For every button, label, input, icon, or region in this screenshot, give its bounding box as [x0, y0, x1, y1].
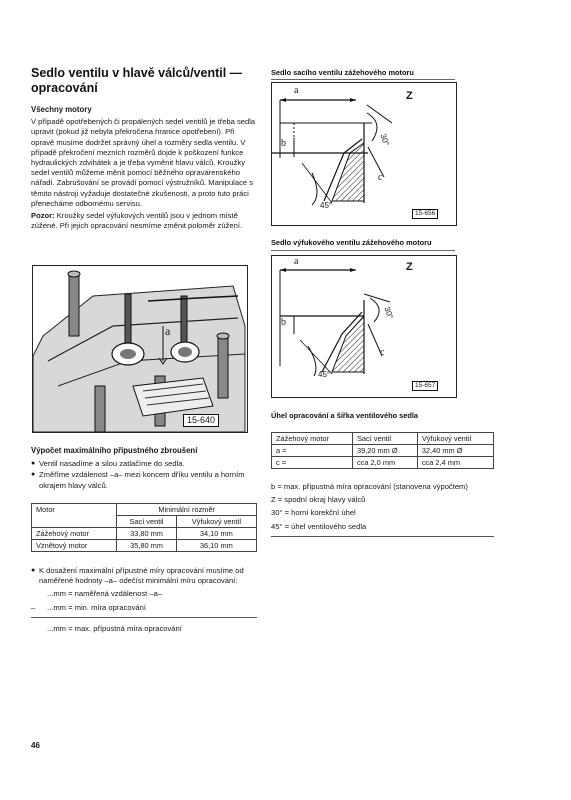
- calc-result: ...mm = max. přípustná míra opracování: [47, 623, 182, 633]
- all-engines-heading: Všechny motory: [31, 105, 92, 114]
- label-30deg: 30°: [378, 132, 391, 148]
- table-header: Motor: [32, 504, 117, 528]
- table-cell: 34,10 mm: [176, 528, 256, 540]
- calc-heading: Výpočet maximálního přípustného zbroušení: [31, 446, 198, 455]
- page-title: Sedlo ventilu v hlavě válců/ventil — opracování: [31, 66, 243, 95]
- table-cell: 33,80 mm: [117, 528, 176, 540]
- legend-item-z: Z = spodní okraj hlavy válců: [271, 495, 366, 505]
- table-header: Zážehový motor: [272, 433, 353, 445]
- table-cell: cca 2,0 mm: [352, 457, 417, 469]
- table-cell: cca 2,4 mm: [417, 457, 493, 469]
- label-b: b: [281, 317, 286, 328]
- bullet-text: Ventil nasadíme a silou zatlačíme do sedla.: [39, 459, 185, 469]
- table-header: Sací ventil: [117, 516, 176, 528]
- bullet-icon: ●: [31, 567, 36, 574]
- fig2-ref: 15-657: [412, 381, 438, 391]
- label-45deg: 45°: [318, 370, 331, 379]
- table-header: Výfukový ventil: [176, 516, 256, 528]
- note-paragraph: [31, 211, 257, 231]
- label-a: a: [294, 85, 299, 96]
- table-header: Minimální rozměr: [117, 504, 257, 516]
- table-cell: 32,40 mm Ø: [417, 445, 493, 457]
- intake-seat-drawing: [272, 83, 456, 225]
- calc-line-2-row: [31, 603, 257, 613]
- page-number: 46: [31, 741, 40, 750]
- legend-divider: [271, 536, 494, 537]
- label-30deg: 30°: [382, 305, 395, 321]
- fig1-title: Sedlo sacího ventilu zážehového motoru: [271, 68, 414, 77]
- table-cell: 39,20 mm Ø: [352, 445, 417, 457]
- legend-item-30: 30° = horní korekční úhel: [271, 508, 356, 518]
- cylinder-head-illustration: [33, 266, 247, 432]
- calc-bullet-item: [31, 566, 257, 586]
- cylinder-head-photo: [32, 265, 248, 433]
- intake-seat-diagram: [271, 82, 457, 226]
- bullet-icon: ●: [31, 460, 36, 468]
- label-z: Z: [406, 90, 413, 102]
- table-cell: 35,80 mm: [117, 540, 176, 552]
- bullet-text: Změříme vzdálenost –a– mezi koncem dříku ventilu a horním okrajem hlavy válců.: [39, 470, 245, 490]
- fig2-rule: [271, 250, 455, 251]
- label-c: c: [380, 347, 385, 358]
- calc-section: [31, 446, 257, 491]
- table-header: Sací ventil: [352, 433, 417, 445]
- fig2-title: Sedlo výfukového ventilu zážehového motoru: [271, 238, 432, 247]
- note-text: Kroužky sedel výfukových ventilů jsou v jednom místě zúžené. Při jejich opracování nesmíme změnit poloměr zúžení.: [31, 211, 243, 231]
- table-row: [32, 528, 257, 540]
- min-dimension-table: [31, 503, 257, 552]
- table-cell: 36,10 mm: [176, 540, 256, 552]
- calc-procedure: [31, 566, 257, 634]
- label-c: c: [378, 172, 383, 183]
- calc-bullet-item: [31, 459, 257, 469]
- table-cell: c =: [272, 457, 353, 469]
- label-a: a: [294, 256, 299, 267]
- label-45deg: 45°: [320, 201, 333, 210]
- seat-table-title: Úhel opracování a šířka ventilového sedla: [271, 411, 419, 420]
- calc-line-1: ...mm = naměřená vzdálenost –a–: [47, 589, 163, 599]
- bullet-text: K dosažení maximální přípustné míry opracování musíme od naměřené hodnoty –a– odečíst minimální míru opracování:: [39, 566, 244, 586]
- legend-item-45: 45° = úhel ventilového sedla: [271, 521, 367, 531]
- table-header-row: [272, 433, 494, 445]
- intro-paragraph: V případě opotřebených či propálených sedel ventilů je třeba sedla upravit (pokud již nebyla překročena hranice opotřebení). Při opravě musíme dodržet správný úhel a rozměry sedla ventilu. V případě překročení mezních rozměrů dojde k poškození funkce hydraulických zdvihátek a je třeba vyměnit hlavu válců. Kroužky sedel ventilů můžeme měnit pomocí běžného opravárenského nářadí. Zabrušování se provádí pomocí výstružníků. Manipulace s těmito nástroji vyžaduje dostatečné zkušenosti, a proto tuto práci přenecháme odbornému servisu.: [31, 117, 256, 208]
- fig1-rule: [271, 79, 455, 80]
- section-all-engines: [31, 105, 257, 231]
- calc-divider: [31, 617, 257, 618]
- exhaust-seat-drawing: [272, 256, 456, 397]
- label-b: b: [281, 138, 286, 149]
- calc-bullet-item: [31, 470, 257, 490]
- legend: [271, 482, 494, 537]
- table-row: [32, 540, 257, 552]
- photo-ref-label: 15-640: [183, 414, 219, 427]
- calc-line-2: ...mm = min. míra opracování: [47, 602, 146, 612]
- bullet-icon: ●: [31, 471, 36, 479]
- measure-a-label: a: [165, 324, 171, 338]
- legend-item-b: b = max. přípustná míra opracování (stanovena výpočtem): [271, 482, 468, 491]
- table-cell: a =: [272, 445, 353, 457]
- table-row: [272, 445, 494, 457]
- fig1-ref: 15-656: [412, 209, 438, 219]
- label-z: Z: [406, 261, 413, 273]
- table-cell: Vznětový motor: [32, 540, 117, 552]
- seat-width-table: [271, 432, 494, 469]
- note-label: Pozor:: [31, 211, 55, 221]
- table-header: Výfukový ventil: [417, 433, 493, 445]
- exhaust-seat-diagram: [271, 255, 457, 398]
- table-cell: Zážehový motor: [32, 528, 117, 540]
- minus-sign: –: [31, 602, 36, 612]
- table-row: [272, 457, 494, 469]
